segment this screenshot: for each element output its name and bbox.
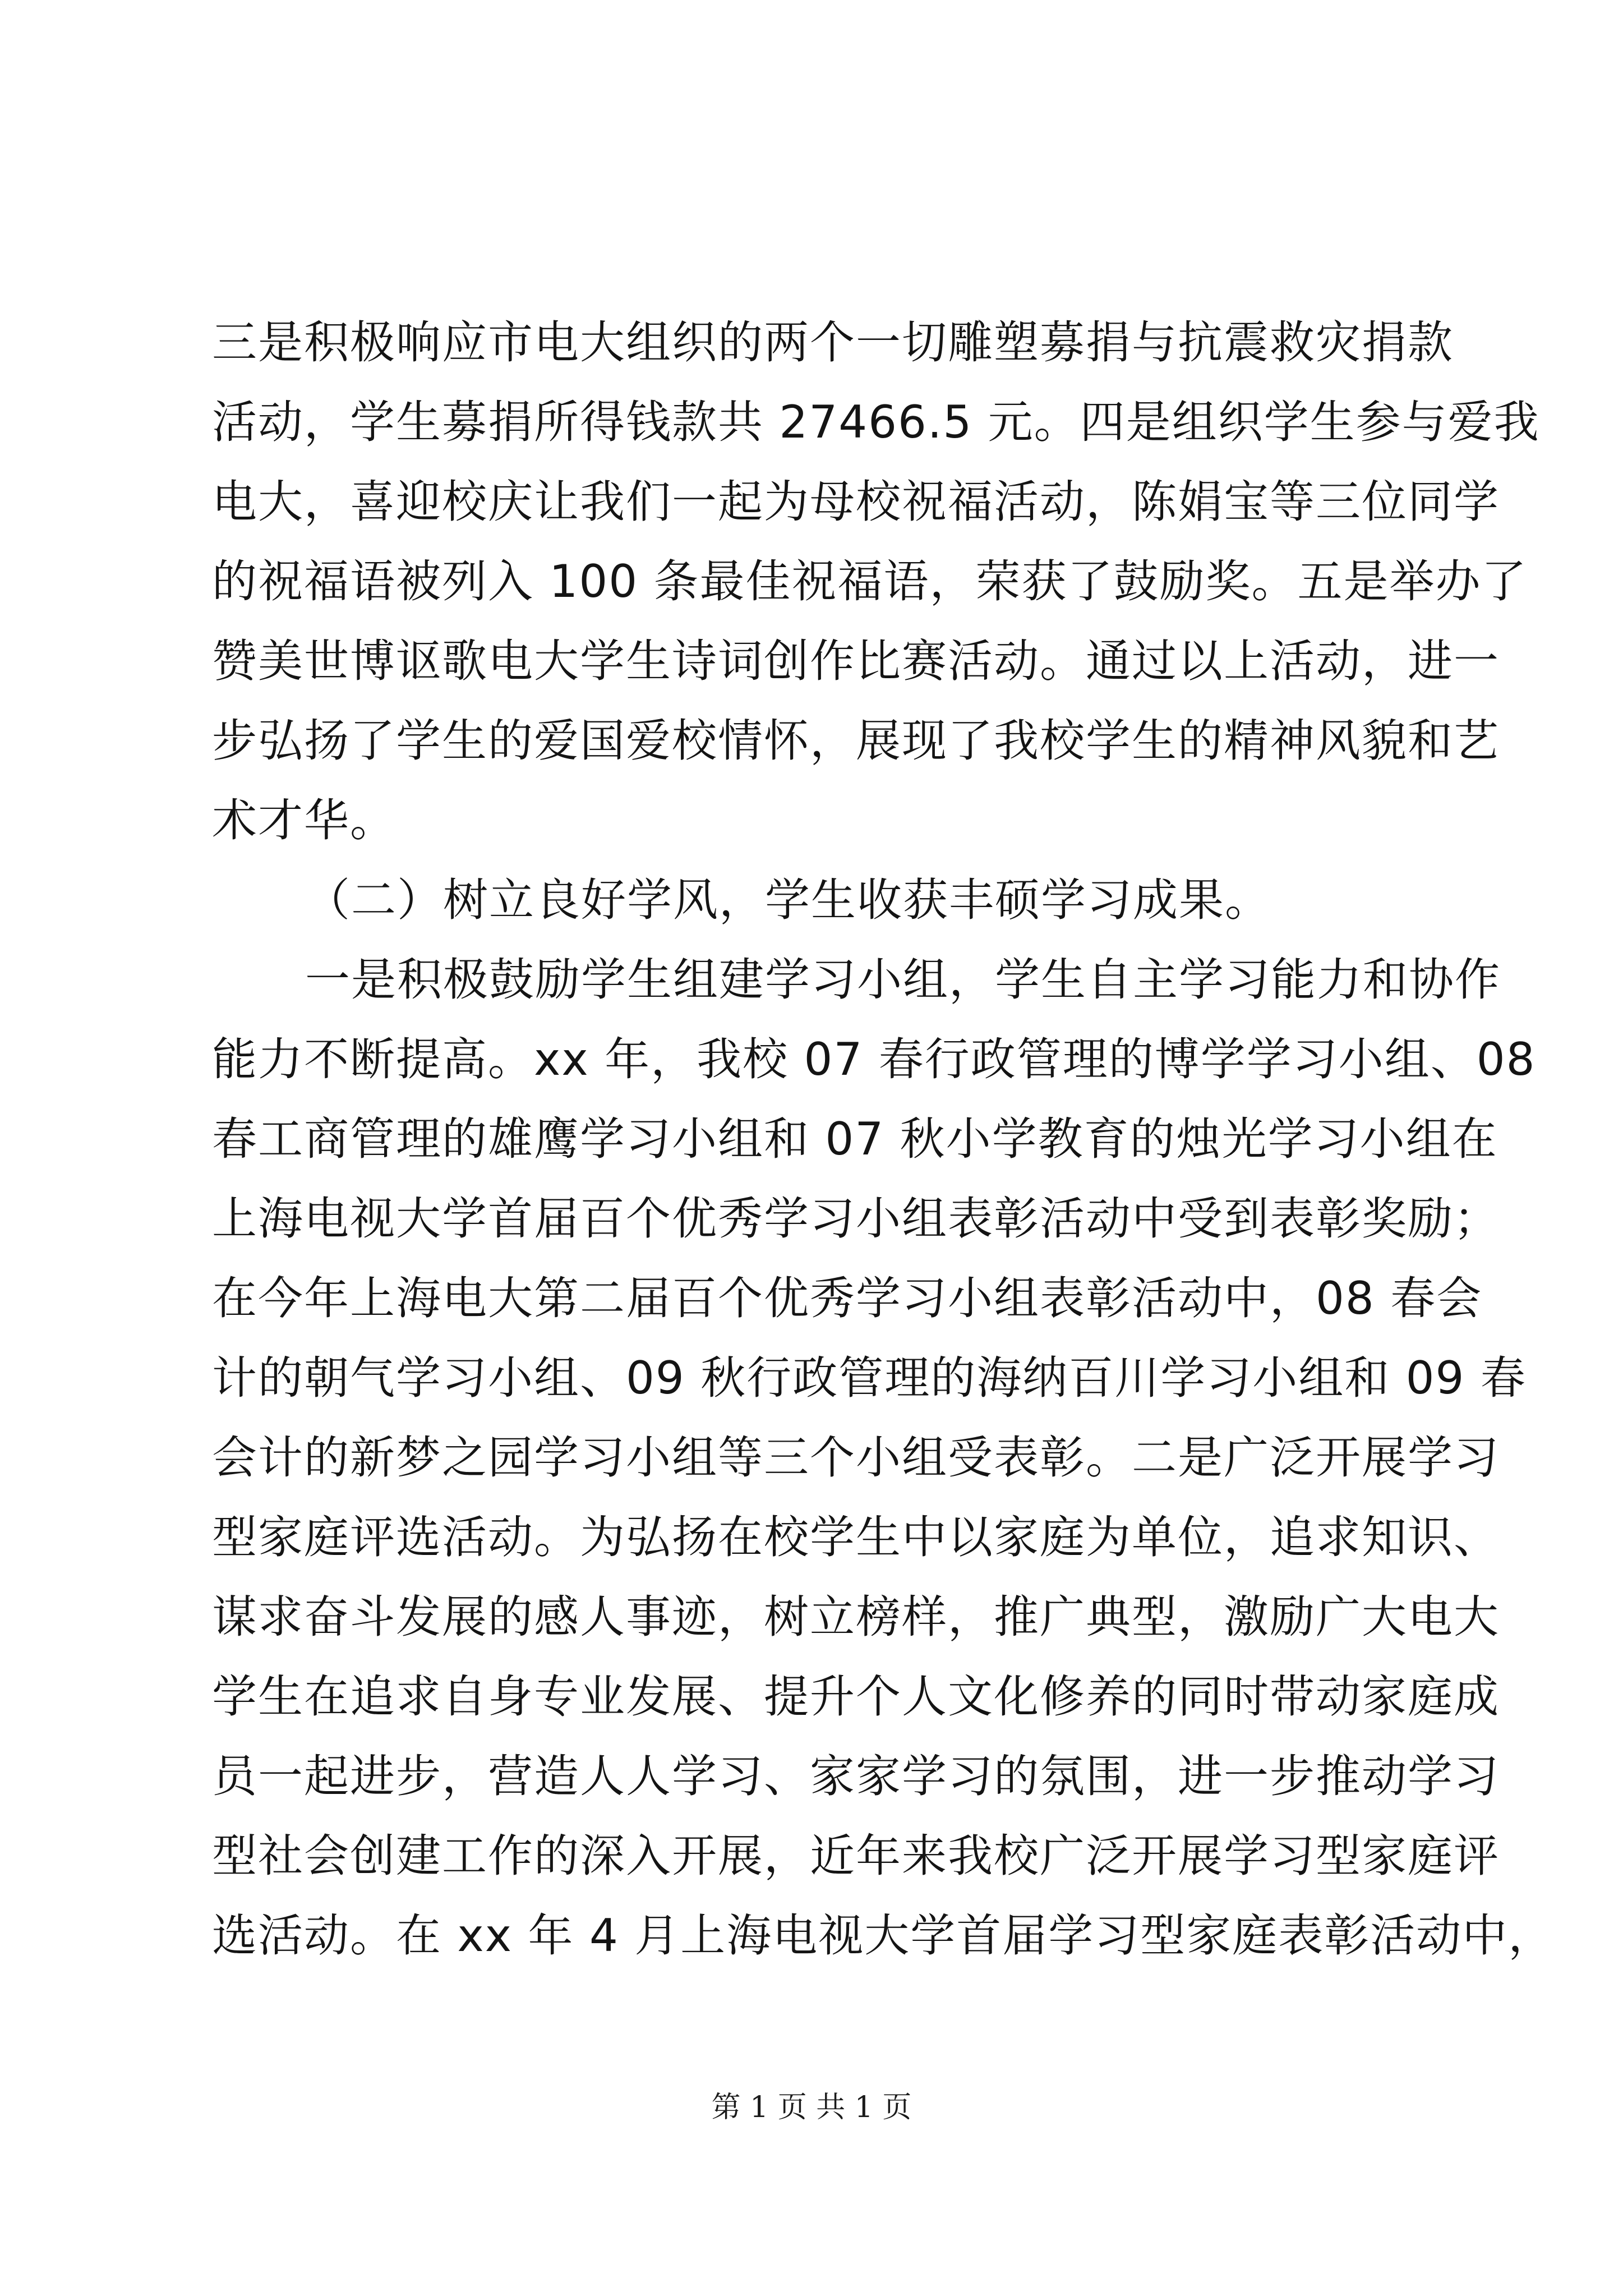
text-line: 会计的新梦之园学习小组等三个小组受表彰。二是广泛开展学习 [212, 1432, 1500, 1484]
page-number-footer: 第 1 页 共 1 页 [711, 2091, 912, 2124]
text-line: 活动，学生募捐所得钱款共 27466.5 元。四是组织学生参与爱我 [212, 396, 1540, 448]
text-line: 型社会创建工作的深入开展，近年来我校广泛开展学习型家庭评 [212, 1830, 1500, 1882]
text-line: 一是积极鼓励学生组建学习小组，学生自主学习能力和协作 [305, 954, 1501, 1006]
text-line: 三是积极响应市电大组织的两个一切雕塑募捐与抗震救灾捐款 [212, 316, 1454, 369]
section-heading-2 [212, 861, 1446, 940]
text-line: 上海电视大学首届百个优秀学习小组表彰活动中受到表彰奖励； [212, 1193, 1500, 1245]
text-line: 步弘扬了学生的爱国爱校情怀，展现了我校学生的精神风貌和艺 [212, 715, 1500, 767]
text-line: 学生在追求自身专业发展、提升个人文化修养的同时带动家庭成 [212, 1671, 1500, 1723]
paragraph-study-groups [212, 940, 1555, 1976]
text-line: 在今年上海电大第二届百个优秀学习小组表彰活动中，08 春会 [212, 1272, 1483, 1324]
text-line: 赞美世博讴歌电大学生诗词创作比赛活动。通过以上活动，进一 [212, 635, 1500, 687]
text-line: 型家庭评选活动。为弘扬在校学生中以家庭为单位，追求知识、 [212, 1511, 1500, 1563]
text-line: 电大，喜迎校庆让我们一起为母校祝福活动，陈娟宝等三位同学 [212, 476, 1500, 528]
text-line: 员一起进步，营造人人学习、家家学习的氛围，进一步推动学习 [212, 1750, 1500, 1802]
text-line: 春工商管理的雄鹰学习小组和 07 秋小学教育的烛光学习小组在 [212, 1113, 1498, 1165]
document-body [212, 303, 1555, 1976]
text-line: 选活动。在 xx 年 4 月上海电视大学首届学习型家庭表彰活动中， [212, 1910, 1555, 1962]
text-line: 能力不断提高。xx 年，我校 07 春行政管理的博学学习小组、08 [212, 1033, 1536, 1085]
text-line: 计的朝气学习小组、09 秋行政管理的海纳百川学习小组和 09 春 [212, 1352, 1527, 1404]
text-line: 谋求奋斗发展的感人事迹，树立榜样，推广典型，激励广大电大 [212, 1591, 1500, 1643]
section-heading: （二）树立良好学风，学生收获丰硕学习成果。 [305, 874, 1271, 926]
text-line: 术才华。 [212, 794, 396, 846]
text-line: 的祝福语被列入 100 条最佳祝福语，荣获了鼓励奖。五是举办了 [212, 555, 1528, 608]
paragraph-activities [212, 303, 1540, 861]
